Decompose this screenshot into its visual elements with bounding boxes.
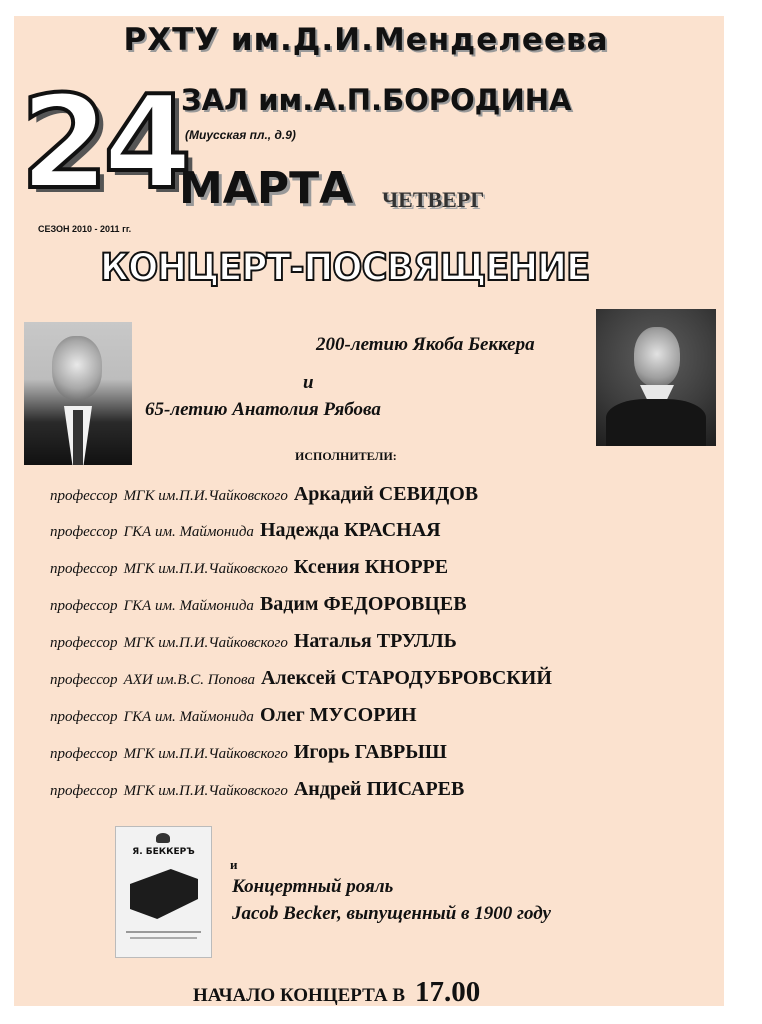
becker-portrait-engraving xyxy=(596,309,716,446)
performer-institution: МГК им.П.И.Чайковского xyxy=(123,561,288,577)
piano-advert-image xyxy=(115,826,212,958)
performer-row xyxy=(50,519,441,542)
portrait-coat xyxy=(606,399,706,446)
portrait-tie xyxy=(73,410,83,465)
crown-emblem-icon xyxy=(156,833,170,843)
performer-row xyxy=(50,483,478,506)
performer-institution: АХИ им.В.С. Попова xyxy=(123,672,255,688)
portrait-face xyxy=(52,336,102,400)
performer-institution: ГКА им. Маймонида xyxy=(123,524,254,540)
performer-title: профессор xyxy=(50,672,118,688)
performer-name: Вадим ФЕДОРОВЦЕВ xyxy=(259,593,467,615)
performer-title: профессор xyxy=(50,635,118,651)
performer-name: Андрей ПИСАРЕВ xyxy=(293,778,465,800)
performer-name: Олег МУСОРИН xyxy=(259,704,417,726)
performer-title: профессор xyxy=(50,709,118,725)
performer-title: профессор xyxy=(50,746,118,762)
performer-name: Игорь ГАВРЫШ xyxy=(293,741,447,763)
performer-institution: МГК им.П.И.Чайковского xyxy=(123,746,288,762)
performer-institution: МГК им.П.И.Чайковского xyxy=(123,635,288,651)
piano-line-2: Jacob Becker, выпущенный в 1900 году xyxy=(232,903,551,924)
dedication-and: и xyxy=(303,372,314,393)
performer-row xyxy=(50,741,447,764)
performer-title: профессор xyxy=(50,488,118,504)
performer-title: профессор xyxy=(50,598,118,614)
performer-name: Наталья ТРУЛЛЬ xyxy=(293,630,457,652)
start-label: НАЧАЛО КОНЦЕРТА В xyxy=(193,985,405,1006)
grand-piano-icon xyxy=(130,869,198,919)
concert-month: МАРТА xyxy=(179,163,354,214)
performer-name: Ксения КНОРРЕ xyxy=(293,556,449,578)
concert-weekday: ЧЕТВЕРГ xyxy=(382,187,485,212)
performer-row xyxy=(50,630,457,653)
dedication-becker: 200-летию Якоба Беккера xyxy=(316,334,535,355)
performer-name: Надежда КРАСНАЯ xyxy=(259,519,441,541)
performer-title: профессор xyxy=(50,561,118,577)
piano-advert-title: Я. БЕККЕРЪ xyxy=(132,847,195,857)
dedication-ryabov: 65-летию Анатолия Рябова xyxy=(145,399,381,420)
performer-institution: ГКА им. Маймонида xyxy=(123,709,254,725)
portrait-face xyxy=(634,327,680,387)
advert-caption-line xyxy=(126,931,201,933)
piano-and: и xyxy=(230,857,238,872)
university-title: РХТУ им.Д.И.Менделеева xyxy=(123,22,609,58)
advert-caption-line xyxy=(130,937,197,939)
performer-institution: МГК им.П.И.Чайковского xyxy=(123,488,288,504)
performer-row xyxy=(50,556,448,579)
performer-institution: МГК им.П.И.Чайковского xyxy=(123,783,288,799)
performers-heading: ИСПОЛНИТЕЛИ: xyxy=(295,449,397,463)
performer-name: Алексей СТАРОДУБРОВСКИЙ xyxy=(260,667,552,689)
hall-address: (Миусская пл., д.9) xyxy=(185,128,296,142)
concert-day: 24 xyxy=(20,69,187,218)
performer-row xyxy=(50,593,467,616)
performer-row xyxy=(50,667,552,690)
performer-name: Аркадий СЕВИДОВ xyxy=(293,483,479,505)
start-time: 17.00 xyxy=(415,976,481,1008)
season-label: СЕЗОН 2010 - 2011 гг. xyxy=(38,224,132,234)
ryabov-portrait-photo xyxy=(24,322,132,465)
piano-line-1: Концертный рояль xyxy=(232,876,394,897)
hall-name: ЗАЛ им.А.П.БОРОДИНА xyxy=(181,83,572,117)
performer-title: профессор xyxy=(50,783,118,799)
performer-title: профессор xyxy=(50,524,118,540)
concert-title: КОНЦЕРТ-ПОСВЯЩЕНИЕ xyxy=(100,246,590,289)
performer-institution: ГКА им. Маймонида xyxy=(123,598,254,614)
performer-row xyxy=(50,778,464,801)
concert-start xyxy=(193,976,480,1009)
performer-row xyxy=(50,704,417,727)
